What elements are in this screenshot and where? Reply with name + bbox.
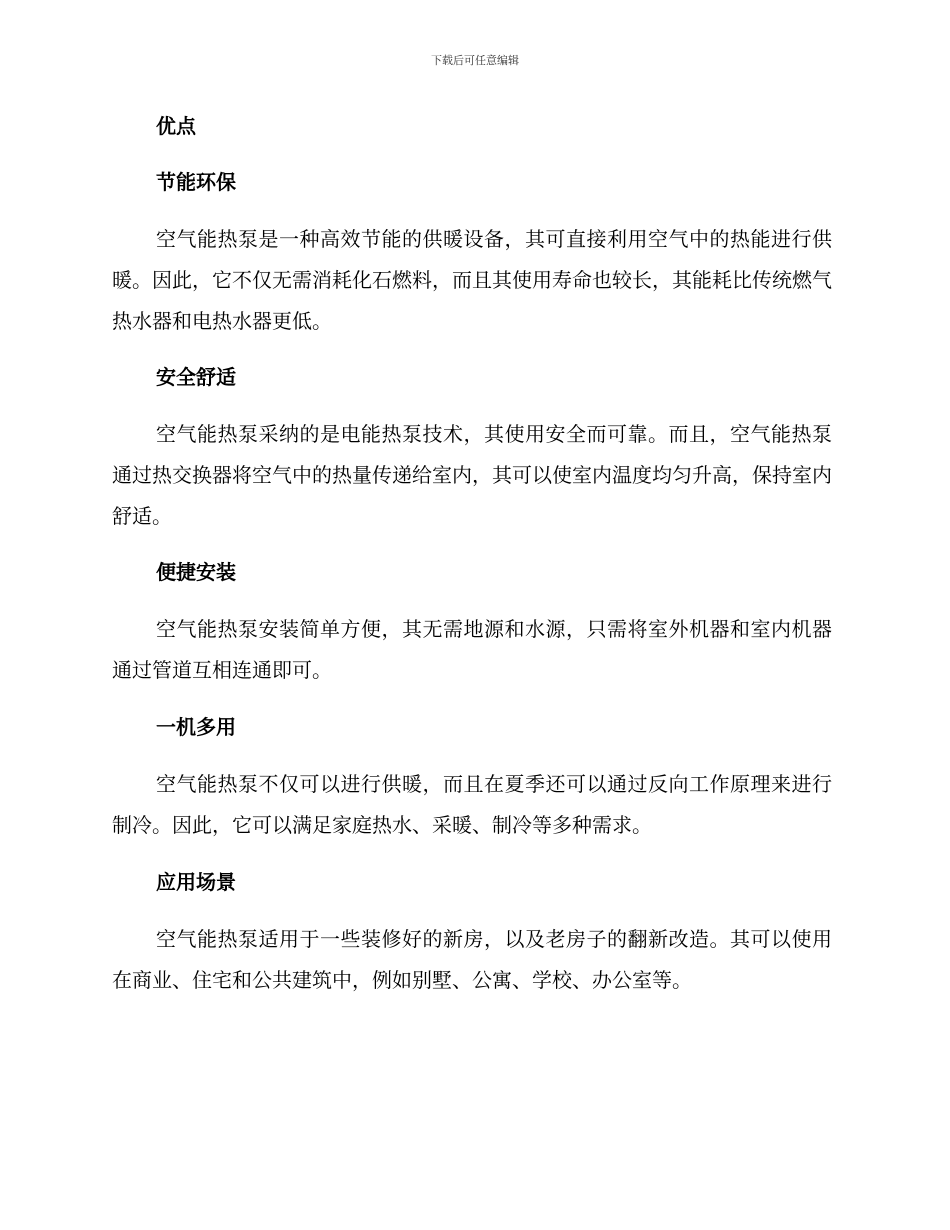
section-heading-energy-saving: 节能环保 bbox=[156, 170, 236, 194]
paragraph-multi-use: 空气能热泵不仅可以进行供暖，而且在夏季还可以通过反向工作原理来进行制冷。因此，它可以满足家庭热水、采暖、制冷等多种需求。 bbox=[112, 772, 832, 837]
document-content bbox=[112, 110, 832, 1001]
section-heading-advantages: 优点 bbox=[156, 114, 196, 138]
paragraph-easy-install: 空气能热泵安装简单方便，其无需地源和水源，只需将室外机器和室内机器通过管道互相连通即可。 bbox=[112, 617, 832, 682]
paragraph-energy-saving: 空气能热泵是一种高效节能的供暖设备，其可直接利用空气中的热能进行供暖。因此，它不仅无需消耗化石燃料，而且其使用寿命也较长，其能耗比传统燃气热水器和电热水器更低。 bbox=[112, 227, 832, 333]
page-header-note: 下载后可任意编辑 bbox=[431, 54, 519, 67]
section-heading-easy-install: 便捷安装 bbox=[156, 560, 236, 584]
paragraph-safety-comfort: 空气能热泵采纳的是电能热泵技术，其使用安全而可靠。而且，空气能热泵通过热交换器将空气中的热量传递给室内，其可以使室内温度均匀升高，保持室内舒适。 bbox=[112, 422, 832, 528]
section-heading-multi-use: 一机多用 bbox=[156, 715, 236, 739]
paragraph-applications: 空气能热泵适用于一些装修好的新房，以及老房子的翻新改造。其可以使用在商业、住宅和公共建筑中，例如别墅、公寓、学校、办公室等。 bbox=[112, 927, 832, 992]
section-heading-safety-comfort: 安全舒适 bbox=[156, 365, 236, 389]
section-heading-applications: 应用场景 bbox=[156, 870, 236, 894]
